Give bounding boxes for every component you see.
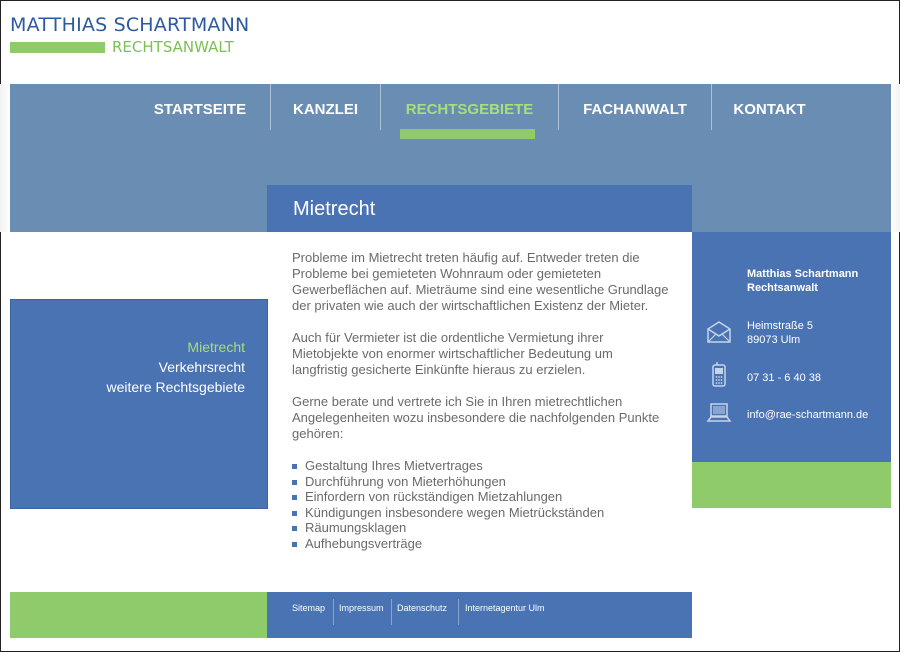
- footer-link-sitemap[interactable]: Sitemap: [292, 603, 326, 613]
- nav-active-indicator: [400, 129, 535, 139]
- list-item: Einfordern von rückständigen Mietzahlungen: [292, 489, 670, 505]
- envelope-icon: [706, 319, 732, 345]
- nav-item-kontakt[interactable]: KONTAKT: [733, 101, 806, 118]
- contact-role: Rechtsanwalt: [747, 282, 818, 294]
- content-paragraph: Probleme im Mietrecht treten häufig auf. Entweder treten die Probleme bei gemieteten Wohnraum oder gemieteten Gewerbeflächen auf. Mieträume sind eine wesentliche Grundlage der privaten wie auch der wirtschaftlichen Existenz der Mieter.: [292, 250, 669, 313]
- sidebar-item-mietrecht[interactable]: Mietrecht: [187, 339, 245, 355]
- contact-name: Matthias Schartmann: [747, 268, 859, 280]
- footer-accent-block: [10, 592, 268, 638]
- laptop-icon: [706, 400, 732, 426]
- contact-name-block: [747, 267, 858, 295]
- content-paragraph: Gerne berate und vertrete ich Sie in Ihren mietrechtlichen Angelegenheiten wozu insbesondere die nachfolgenden Punkte gehören:: [292, 394, 660, 441]
- footer-link-datenschutz[interactable]: Datenschutz: [397, 603, 448, 613]
- nav-item-rechtsgebiete[interactable]: RECHTSGEBIETE: [405, 101, 534, 118]
- contact-accent-block: [692, 462, 891, 508]
- logo-accent-bar: [10, 42, 105, 53]
- nav-item-startseite[interactable]: STARTSEITE: [153, 101, 247, 118]
- list-item: Aufhebungsverträge: [292, 536, 670, 552]
- main-navigation: [10, 84, 891, 132]
- footer-links-bar: [267, 592, 692, 638]
- footer-divider: [391, 599, 392, 625]
- list-item: Durchführung von Mieterhöhungen: [292, 474, 670, 490]
- contact-street: Heimstraße 5: [747, 320, 814, 332]
- service-list: [292, 458, 670, 552]
- page-title-bar: [267, 185, 692, 232]
- mobile-phone-icon: [706, 361, 732, 387]
- footer-divider: [333, 599, 334, 625]
- page-title: Mietrecht: [293, 198, 376, 220]
- footer-link-impressum[interactable]: Impressum: [339, 603, 384, 613]
- site-logo-subtitle: RECHTSANWALT: [112, 38, 234, 56]
- contact-panel: [692, 232, 891, 462]
- sidebar-item-verkehrsrecht[interactable]: Verkehrsrecht: [158, 359, 245, 375]
- contact-phone[interactable]: 07 31 - 6 40 38: [747, 372, 822, 384]
- list-item: Kündigungen insbesondere wegen Mietrückständen: [292, 505, 670, 521]
- contact-email[interactable]: info@rae-schartmann.de: [747, 409, 869, 421]
- footer-divider: [458, 599, 459, 625]
- nav-item-kanzlei[interactable]: KANZLEI: [293, 101, 358, 118]
- list-item: Gestaltung Ihres Mietvertrages: [292, 458, 670, 474]
- footer-link-internetagentur-ulm[interactable]: Internetagentur Ulm: [465, 603, 545, 613]
- content-paragraph: Auch für Vermieter ist die ordentliche Vermietung ihrer Mietobjekte von enormer wirtschaftlicher Bedeutung um langfristig gesicherte Einkünfte hieraus zu erzielen.: [292, 330, 613, 377]
- site-logo-name[interactable]: MATTHIAS SCHARTMANN: [10, 14, 250, 36]
- list-item: Räumungsklagen: [292, 520, 670, 536]
- contact-city: 89073 Ulm: [747, 334, 801, 346]
- nav-item-fachanwalt[interactable]: FACHANWALT: [583, 101, 687, 118]
- subnav-sidebar: [10, 299, 268, 509]
- sidebar-item-weitere-rechtsgebiete[interactable]: weitere Rechtsgebiete: [106, 379, 245, 395]
- main-content: [292, 250, 670, 552]
